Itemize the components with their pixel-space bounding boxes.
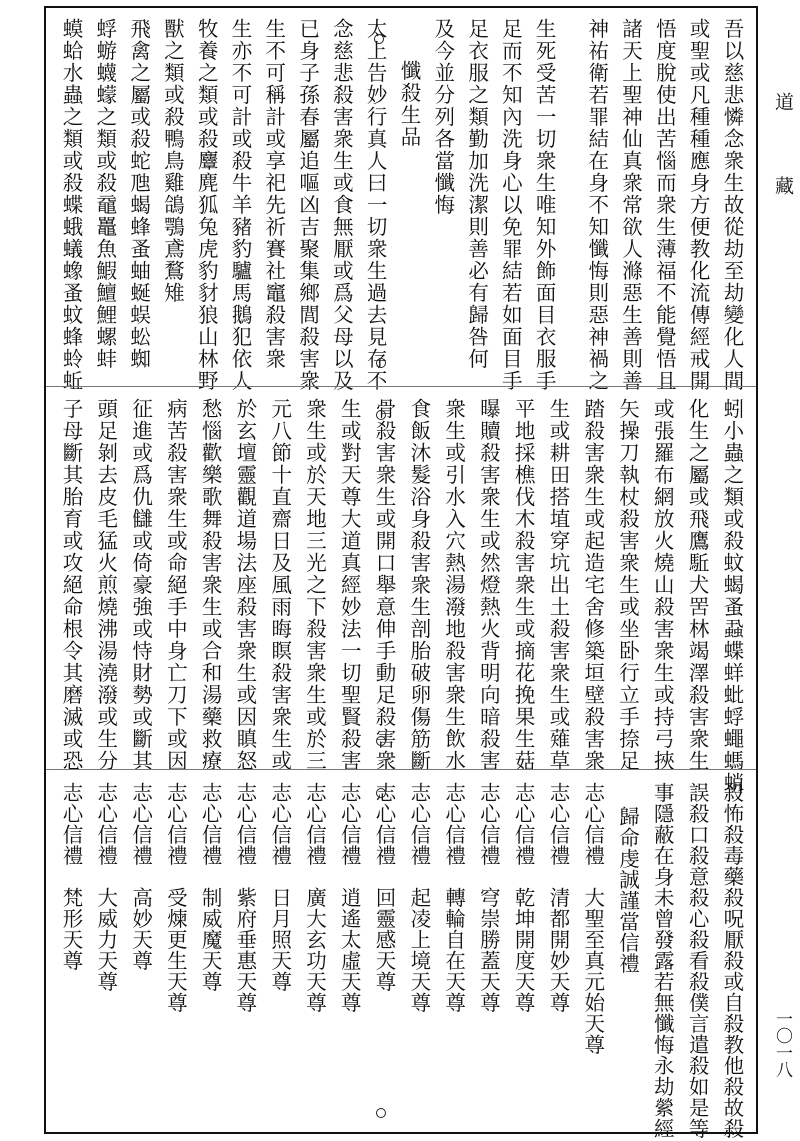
- text-column: 蜉蝣蠛蠓之類或殺黿鼉魚鰕鱣鯉螺蚌: [92, 18, 117, 370]
- text-column: 衆生或於天地三光之下殺害衆生或於三: [302, 398, 327, 772]
- text-column: 蟆蛤水蟲之類或殺蝶蛾蟻蟓蚤蚊蜂蛉蚯: [59, 18, 83, 392]
- band-divider: [46, 769, 756, 770]
- text-column: 志心信禮 高妙天尊: [128, 782, 153, 971]
- text-column: 踏殺害衆生或起造宅舍修築垣壁殺害衆: [580, 398, 605, 772]
- page-number: 一〇一八: [772, 1010, 792, 1078]
- text-column: 已身子孫春屬追嘔凶吉聚集鄉閭殺害衆: [295, 18, 320, 392]
- text-column: 生或耕田搭埴穿坑出土殺害衆生或薙草: [545, 398, 570, 772]
- text-column: 蚓小蟲之類或殺蚊蝎蚤蝨蝶蛘蚍蜉蠅螞蛸: [719, 398, 744, 794]
- text-column: 化生之屬或飛鷹駈犬罟林竭澤殺害衆生: [685, 398, 710, 772]
- punctuation-circle: [376, 736, 386, 746]
- text-column: 志心信禮 制威魔天尊: [198, 782, 223, 992]
- text-column: 神祐衛若罪結在身不知懺悔則惡神禍之: [584, 18, 609, 392]
- text-column: 悟度脫使出苦惱而衆生薄福不能覺悟且: [652, 18, 677, 392]
- band-divider: [46, 386, 756, 387]
- text-column: 志心信禮 梵形天尊: [59, 782, 83, 971]
- text-column: 志心信禮 穹崇勝蓋天尊: [476, 782, 501, 1013]
- text-column: 志心信禮 大威力天尊: [93, 782, 118, 992]
- text-band-bottom: [46, 772, 756, 1139]
- text-column: 志心信禮 廣大玄功天尊: [302, 782, 327, 1013]
- text-column: 生死受苦一切衆生唯知外飾面目衣服手: [532, 18, 557, 392]
- text-column: [563, 8, 577, 384]
- text-column: 事隱蔽在身未曾發露若無懺悔永劫縈經: [650, 782, 675, 1139]
- text-column: 骨殺害衆生或開口舉意伸手動足殺害衆: [372, 398, 397, 772]
- text-column: 食飯沐髮浴身殺害衆生剖胎破卵傷筋斷: [406, 398, 431, 772]
- text-column: 誤殺口殺意殺心殺看殺僕言遣殺如是等: [685, 782, 710, 1139]
- text-band-middle: [46, 388, 756, 794]
- text-column: 生或對天尊大道真經妙法一切聖賢殺害: [337, 398, 362, 772]
- text-column: 懺殺生品: [396, 60, 421, 148]
- text-column: 志心信禮 回靈感天尊: [372, 782, 397, 992]
- page-frame: [44, 6, 758, 1139]
- text-column: 飛禽之屬或殺蛇虺蝎蜂蚤蚰蜒蜈蚣蜘: [126, 18, 151, 370]
- text-column: 志心信禮 日月照天尊: [267, 782, 292, 992]
- text-column: 志心信禮 轉輪自在天尊: [441, 782, 466, 1013]
- text-column: 志心信禮 紫府垂惠天尊: [232, 782, 257, 1013]
- collection-title-char: 道: [772, 92, 794, 111]
- text-column: 征進或爲仇讎或倚豪強或恃財勢或斷其: [128, 398, 153, 772]
- right-margin: [760, 0, 800, 1141]
- text-column: 諸天上聖神仙真衆常欲人滌惡生善則善: [618, 18, 643, 392]
- collection-title-char: 藏: [772, 176, 794, 195]
- text-column: 志心信禮 乾坤開度天尊: [511, 782, 536, 1013]
- text-column: 平地採樵伐木殺害衆生或摘花挽果生菇: [511, 398, 536, 772]
- text-column: 生亦不可計或殺牛羊豬豹驢馬鵝犯依人: [227, 18, 252, 392]
- text-column: 殺怖殺毒藥殺呪厭殺或自殺教他殺故殺: [719, 782, 744, 1139]
- punctuation-circle: [376, 358, 386, 368]
- text-column: 及今並分列各當懺悔: [430, 18, 455, 216]
- text-column: 或張羅布網放火燒山殺害衆生或持弓挾: [650, 398, 675, 772]
- text-column: 矢操刀執杖殺害衆生或坐卧行立手捺足: [615, 398, 640, 772]
- text-column: 足衣服之類勤加洗潔則善必有歸咎何: [464, 18, 489, 370]
- text-column: 足而不知內洗身心以免罪結若如面目手: [498, 18, 523, 392]
- punctuation-circle: [376, 410, 386, 420]
- text-column: 子母斷其胎育或攻絕命根令其磨滅或恐: [59, 398, 83, 772]
- text-column: 志心信禮 大聖至真元始天尊: [580, 782, 605, 1055]
- text-column: 生不可稱計或享祀先祈賽社竈殺害衆: [261, 18, 286, 370]
- text-column: 或聖或凡種種應身方便教化流傳經戒開: [686, 18, 711, 392]
- text-column: 歸命虔誠謹當信禮: [615, 806, 640, 974]
- text-column: 衆生或引水入穴熱湯潑地殺害衆生飲水: [441, 398, 466, 772]
- text-column: 愁惱歡樂歌舞殺害衆生或合和湯藥救療: [198, 398, 223, 772]
- text-column: 元八節十直齋日及風雨晦瞑殺害衆生或: [267, 398, 292, 772]
- text-column: 志心信禮 受煉更生天尊: [163, 782, 188, 1013]
- text-column: 志心信禮 逍遙太虛天尊: [337, 782, 362, 1013]
- text-column: 獸之類或殺鴨鳥雞鴿鶚鳶鶩雉: [160, 18, 185, 304]
- text-column: 吾以慈悲憐念衆生故從劫至劫變化人間: [719, 18, 744, 392]
- text-column: 志心信禮 起凌上境天尊: [406, 782, 431, 1013]
- text-band-top: [46, 8, 756, 392]
- punctuation-circle: [376, 1108, 386, 1118]
- punctuation-circle: [374, 34, 384, 44]
- text-column: 志心信禮 清都開妙天尊: [545, 782, 570, 1013]
- text-column: 頭足剝去皮毛猛火煎燒沸湯澆潑或生分: [93, 398, 118, 772]
- punctuation-circle: [376, 788, 386, 798]
- text-column: 於玄壇靈觀道場法座殺害衆生或因瞋怒: [232, 398, 257, 772]
- text-column: 念慈悲殺害衆生或食無厭或爲父母以及: [329, 18, 354, 392]
- text-column: 曝贖殺害衆生或然燈熱火背明向暗殺害: [476, 398, 501, 772]
- text-column: 牧養之類或殺麞麂狐兔虎豹豺狼山林野: [194, 18, 219, 392]
- text-column: 病苦殺害衆生或命絕手中身亡刀下或因: [163, 398, 188, 772]
- text-column: 太上告妙行真人曰一切衆生過去見存不: [363, 18, 388, 392]
